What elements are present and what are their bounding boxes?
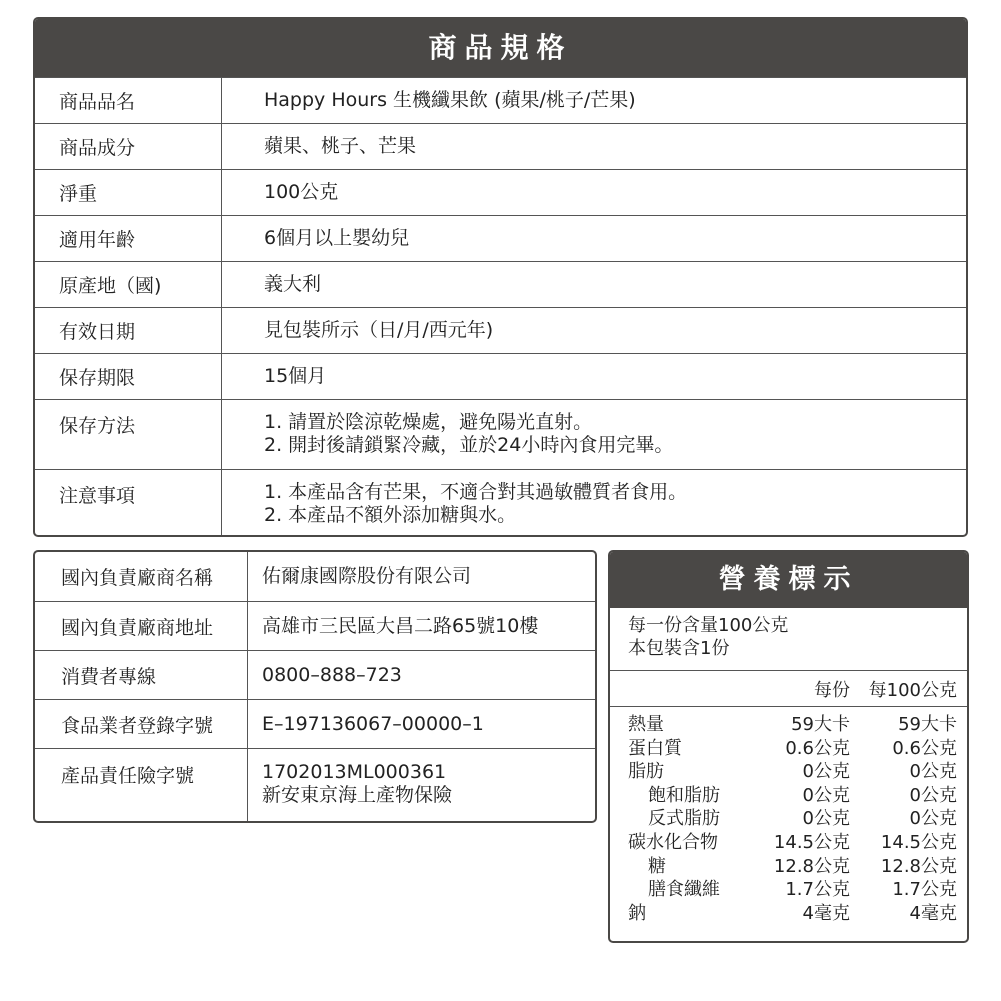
storage-line-1: 1. 請置於陰涼乾燥處，避免陽光直射。 [264, 411, 593, 433]
spec-label: 商品品名 [35, 78, 222, 123]
nutrition-row [610, 737, 967, 761]
spec-row-net-weight [35, 169, 966, 215]
spec-label: 有效日期 [35, 308, 222, 353]
spec-label: 保存方法 [35, 400, 222, 469]
nutrition-row [610, 784, 967, 808]
nutrient-name: 熱量 [628, 714, 664, 735]
nutrition-row [610, 760, 967, 784]
nutrient-per-100g: 12.8公克 [880, 855, 957, 877]
company-label: 消費者專線 [35, 651, 248, 699]
nutrient-name: 鈉 [628, 902, 646, 924]
nutrient-name: 脂肪 [628, 761, 664, 783]
nutrient-name: 蛋白質 [628, 737, 682, 759]
nutrient-per-100g: 4毫克 [909, 902, 957, 924]
spec-label: 適用年齡 [35, 216, 222, 261]
product-spec-table [33, 17, 968, 537]
spec-value [222, 470, 966, 537]
nutrition-facts-panel [608, 550, 969, 943]
company-value: 0800–888–723 [262, 663, 402, 686]
spec-row-shelf-life [35, 353, 966, 399]
company-value: 高雄市三民區大昌二路65號10樓 [262, 614, 539, 637]
company-info-table [33, 550, 597, 823]
company-row-hotline [35, 650, 595, 699]
company-value: 佑爾康國際股份有限公司 [262, 565, 472, 587]
spec-row-notes [35, 469, 966, 537]
nutrient-name: 飽和脂肪 [648, 784, 720, 806]
nutrient-per-100g: 0公克 [909, 761, 957, 783]
servings-per-package: 本包裝含1份 [628, 638, 730, 659]
company-value: E–197136067–00000–1 [262, 712, 484, 735]
nutrient-per-serving: 4毫克 [802, 902, 850, 924]
serving-size: 每一份含量100公克 [628, 615, 789, 636]
nutrient-per-serving: 12.8公克 [773, 855, 850, 877]
spec-label: 原產地（國) [35, 262, 222, 307]
nutrition-row [610, 855, 967, 879]
nutrient-per-100g: 59大卡 [898, 714, 957, 735]
col-per-100g: 每100公克 [868, 679, 957, 701]
spec-value: 6個月以上嬰幼兒 [264, 227, 410, 249]
spec-value [222, 400, 966, 469]
spec-title: 商品規格 [35, 19, 966, 77]
nutrition-row [610, 831, 967, 855]
nutrition-column-header [610, 670, 967, 707]
nutrition-row [610, 713, 967, 737]
nutrient-per-serving: 0.6公克 [785, 737, 850, 759]
nutrition-title: 營養標示 [610, 552, 967, 608]
nutrient-per-100g: 0.6公克 [892, 737, 957, 759]
nutrient-per-100g: 0公克 [909, 784, 957, 806]
nutrient-name: 反式脂肪 [648, 808, 720, 830]
insurance-number: 1702013ML000361 [262, 761, 447, 783]
spec-row-expiry [35, 307, 966, 353]
spec-value: 義大利 [264, 273, 322, 295]
nutrient-name: 糖 [648, 855, 666, 877]
notes-line-2: 2. 本產品不額外添加糖與水。 [264, 504, 517, 526]
company-row-insurance [35, 748, 595, 821]
spec-label: 商品成分 [35, 124, 222, 169]
nutrient-per-100g: 1.7公克 [892, 879, 957, 901]
spec-value: 100公克 [264, 181, 339, 203]
company-row-address [35, 601, 595, 650]
nutrient-name: 膳食纖維 [648, 879, 720, 901]
insurance-company: 新安東京海上產物保險 [262, 784, 453, 806]
company-label: 產品責任險字號 [35, 749, 248, 821]
notes-line-1: 1. 本產品含有芒果，不適合對其過敏體質者食用。 [264, 481, 688, 503]
spec-value: 15個月 [264, 365, 327, 387]
nutrition-row [610, 807, 967, 831]
spec-value: 見包裝所示（日/月/西元年) [264, 319, 494, 341]
company-label: 國內負責廠商地址 [35, 602, 248, 650]
company-label: 食品業者登錄字號 [35, 700, 248, 748]
spec-value: Happy Hours 生機纖果飲 (蘋果/桃子/芒果) [264, 89, 636, 111]
spec-label: 注意事項 [35, 470, 222, 537]
company-row-name [35, 552, 595, 601]
spec-row-origin [35, 261, 966, 307]
nutrient-per-serving: 0公克 [802, 784, 850, 806]
spec-row-storage [35, 399, 966, 469]
nutrition-rows [610, 707, 967, 925]
spec-row-age [35, 215, 966, 261]
nutrient-per-100g: 0公克 [909, 808, 957, 830]
nutrition-row [610, 902, 967, 926]
nutrient-per-serving: 1.7公克 [785, 879, 850, 901]
nutrient-name: 碳水化合物 [628, 831, 718, 853]
serving-info [610, 608, 967, 670]
spec-label: 保存期限 [35, 354, 222, 399]
company-value [248, 749, 595, 821]
nutrition-row [610, 878, 967, 902]
company-row-registration [35, 699, 595, 748]
nutrient-per-serving: 14.5公克 [773, 831, 850, 853]
spec-row-ingredients [35, 123, 966, 169]
nutrient-per-serving: 0公克 [802, 808, 850, 830]
spec-value: 蘋果、桃子、芒果 [264, 135, 417, 157]
spec-label: 淨重 [35, 170, 222, 215]
nutrient-per-100g: 14.5公克 [880, 831, 957, 853]
col-per-serving: 每份 [814, 679, 850, 701]
storage-line-2: 2. 開封後請鎖緊冷藏，並於24小時內食用完畢。 [264, 434, 674, 456]
spec-row-product-name [35, 77, 966, 123]
nutrient-per-serving: 59大卡 [791, 714, 850, 735]
nutrient-per-serving: 0公克 [802, 761, 850, 783]
company-label: 國內負責廠商名稱 [35, 552, 248, 601]
